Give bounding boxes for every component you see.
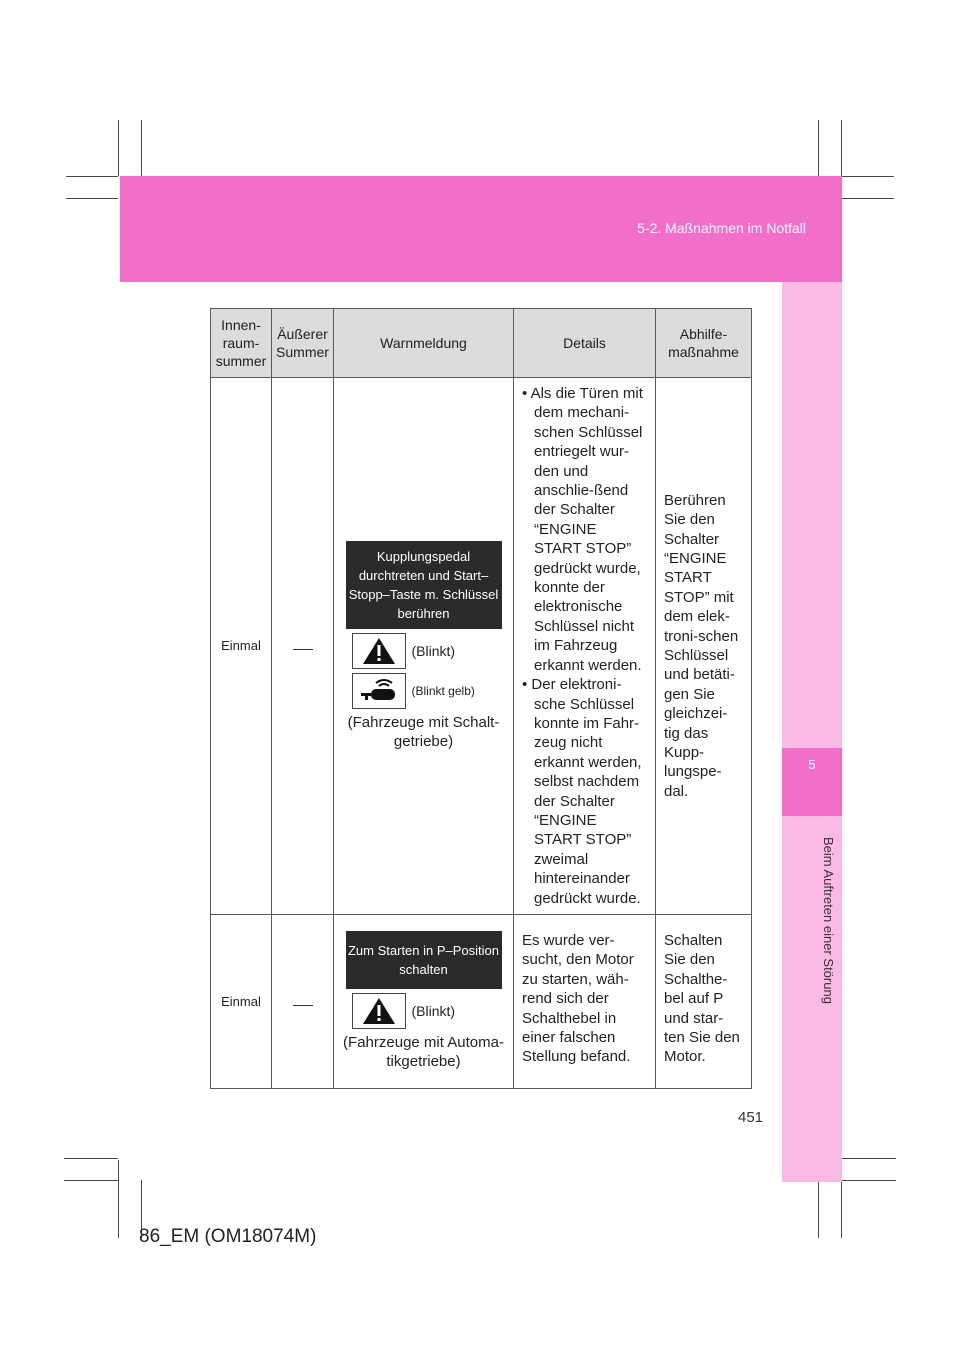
header-details: Details [514, 309, 656, 378]
crop-mark [66, 198, 118, 199]
details-bullet: • Der elektroni-sche Schlüssel konnte im Fahr-zeug nicht erkannt werden, selbst nachdem der Schalter “ENGINE START STOP” zweimal hintereinander gedrückt wurde. [522, 676, 642, 907]
table-row [211, 378, 752, 915]
header-warning-message: Warnmeldung [334, 309, 514, 378]
crop-mark [842, 1180, 896, 1181]
warning-message-cell [334, 914, 514, 1088]
interior-buzzer-cell: Einmal [211, 914, 272, 1088]
crop-mark [841, 120, 842, 176]
table-header-row [211, 309, 752, 378]
warning-triangle-icon [352, 633, 406, 669]
action-cell: Berühren Sie den Schalter “ENGINE START STOP” mit dem elek-troni-schen Schlüssel und betäti-gen Sie gleichzei-tig das Kupp-lungspe-dal. [656, 378, 752, 915]
icon-label: (Blinkt gelb) [411, 683, 475, 698]
document-code: 86_EM (OM18074M) [139, 1226, 317, 1247]
details-cell [514, 378, 656, 915]
crop-mark [842, 198, 894, 199]
crop-mark [64, 1158, 118, 1159]
warning-triangle-icon [352, 993, 406, 1029]
icon-row [340, 673, 507, 709]
icon-label: (Blinkt) [411, 642, 456, 659]
icon-label: (Blinkt) [411, 1003, 456, 1020]
crop-mark [842, 176, 894, 177]
icon-row [340, 633, 507, 669]
vehicle-note: (Fahrzeuge mit Automa-tikgetriebe) [343, 1034, 504, 1071]
header-interior-buzzer: Innen-raum-summer [211, 309, 272, 378]
crop-mark [818, 1180, 819, 1238]
crop-mark [818, 120, 819, 176]
table-row [211, 914, 752, 1088]
icon-row [340, 993, 507, 1029]
side-band [782, 282, 842, 1182]
crop-mark [66, 176, 118, 177]
warning-message-cell [334, 378, 514, 915]
header-action: Abhilfe-maßnahme [656, 309, 752, 378]
display-message: Zum Starten in P–Position schalten [346, 931, 502, 989]
details-cell: Es wurde ver-sucht, den Motor zu starten, wäh-rend sich der Schalthebel in einer falschen Stellung befand. [514, 914, 656, 1088]
display-message: Kupplungspedal durchtreten und Start–Stopp–Taste m. Schlüssel berühren [346, 541, 502, 629]
crop-mark [842, 1158, 896, 1159]
chapter-title: Beim Auftreten einer Störung [821, 837, 836, 1004]
chapter-number-tab: 5 [782, 748, 842, 816]
crop-mark [141, 120, 142, 176]
exterior-buzzer-cell [272, 914, 334, 1088]
crop-mark [118, 120, 119, 176]
action-cell: Schalten Sie den Schalthe-bel auf P und star-ten Sie den Motor. [656, 914, 752, 1088]
section-title: 5-2. Maßnahmen im Notfall [637, 220, 806, 236]
crop-mark [64, 1180, 118, 1181]
interior-buzzer-cell: Einmal [211, 378, 272, 915]
page-number: 451 [738, 1109, 764, 1126]
warning-table [210, 308, 752, 1089]
header-exterior-buzzer: Äußerer Summer [272, 309, 334, 378]
details-bullet: • Als die Türen mit dem mechani-schen Schlüssel entriegelt wur-den und anschlie-ßend der Schalter “ENGINE START STOP” gedrückt wurde, konnte der elektronische Schlüssel nicht im Fahrzeug erkannt werden. [522, 385, 643, 674]
vehicle-note: (Fahrzeuge mit Schalt-getriebe) [347, 713, 500, 750]
key-icon [352, 673, 406, 709]
crop-mark [118, 1160, 119, 1238]
dash-mark [293, 649, 313, 650]
exterior-buzzer-cell [272, 378, 334, 915]
dash-mark [293, 1005, 313, 1006]
header-band [120, 176, 842, 282]
